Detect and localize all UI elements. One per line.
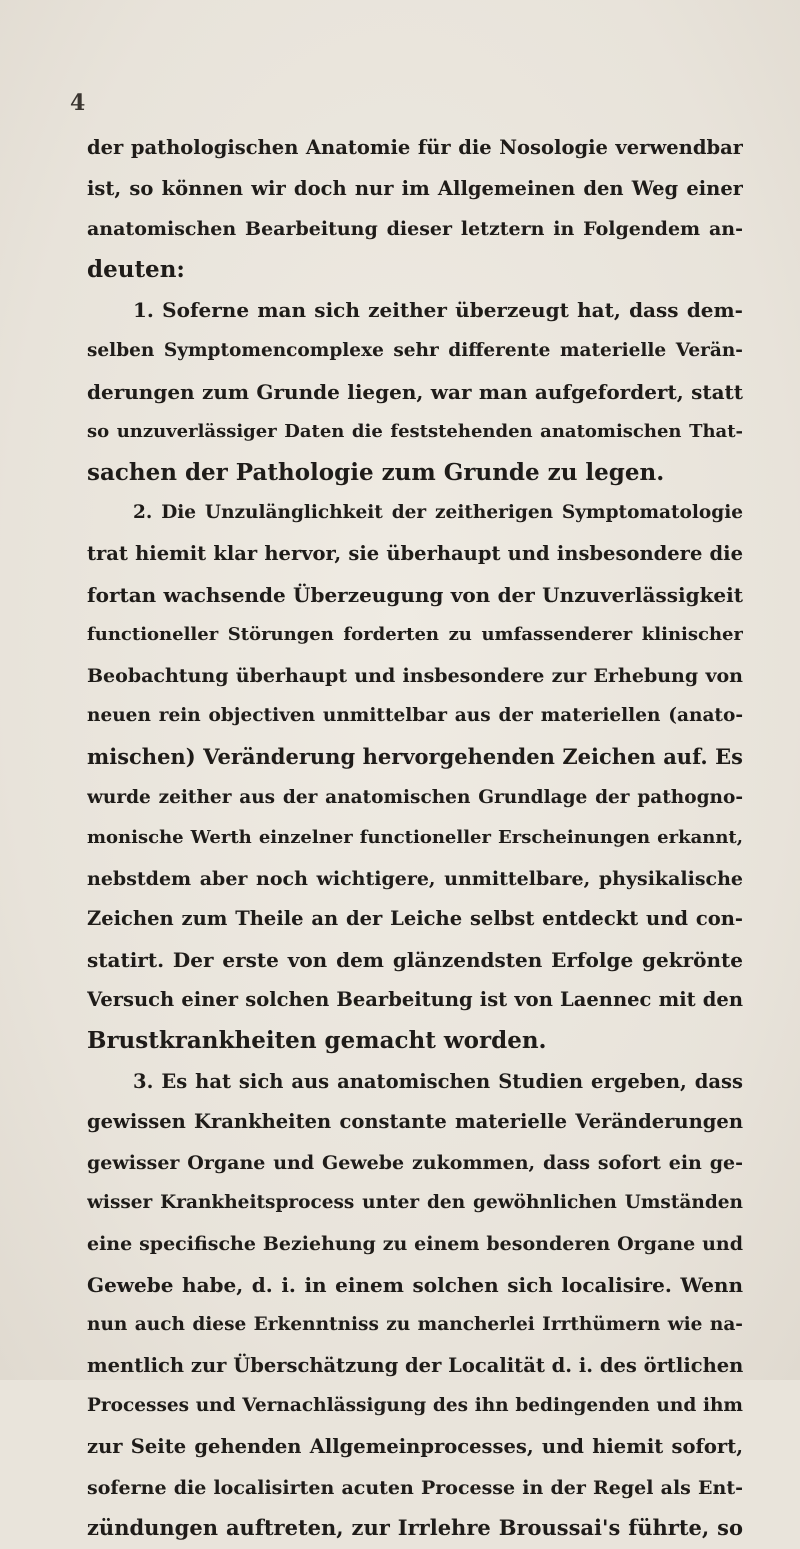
text-line: Zeichen zum Theile an der Leiche selbst entdeckt und con-: [87, 907, 743, 931]
text-line: so unzuverlässiger Daten die feststehenden anatomischen That-: [87, 421, 743, 443]
text-line: eine specifische Beziehung zu einem besonderen Organe und: [87, 1233, 743, 1256]
text-line: derungen zum Grunde liegen, war man aufgefordert, statt: [87, 379, 743, 404]
text-line: ist, so können wir doch nur im Allgemeinen den Weg einer: [87, 176, 743, 200]
text-line: zündungen auftreten, zur Irrlehre Broussai's führte, so: [87, 1515, 743, 1541]
text-line: selben Symptomencomplexe sehr differente materielle Verän-: [87, 339, 743, 361]
text-line: zur Seite gehenden Allgemeinprocesses, und hiemit sofort,: [87, 1435, 743, 1458]
body-text: [87, 128, 743, 1549]
text-line: Versuch einer solchen Bearbeitung ist von Laennec mit den: [87, 988, 743, 1012]
text-line: der pathologischen Anatomie für die Nosologie verwendbar: [87, 136, 743, 159]
text-line: nun auch diese Erkenntniss zu mancherlei Irrthümern wie na-: [87, 1314, 743, 1336]
text-line: soferne die localisirten acuten Processe in der Regel als Ent-: [87, 1476, 743, 1499]
text-line: wurde zeither aus der anatomischen Grundlage der pathogno-: [87, 786, 743, 808]
text-line: Beobachtung überhaupt und insbesondere zur Erhebung von: [87, 664, 743, 687]
text-line: functioneller Störungen forderten zu umfassenderer klinischer: [87, 624, 743, 646]
page-number: 4: [70, 90, 86, 116]
text-line: sachen der Pathologie zum Grunde zu legen.: [87, 458, 665, 486]
text-line: Brustkrankheiten gemacht worden.: [87, 1027, 547, 1055]
text-line: anatomischen Bearbeitung dieser letztern in Folgendem an-: [87, 218, 743, 241]
text-line: fortan wachsende Überzeugung von der Unzuverlässigkeit: [87, 582, 743, 607]
text-line: monische Werth einzelner functioneller Erscheinungen erkannt,: [87, 827, 743, 849]
text-line: statirt. Der erste von dem glänzendsten Erfolge gekrönte: [87, 947, 743, 972]
text-line: gewisser Organe und Gewebe zukommen, dass sofort ein ge-: [87, 1151, 743, 1174]
text-line: 3. Es hat sich aus anatomischen Studien ergeben, dass: [133, 1069, 743, 1093]
text-line: Gewebe habe, d. i. in einem solchen sich localisire. Wenn: [87, 1272, 743, 1297]
text-line: Processes und Vernachlässigung des ihn bedingenden und ihm: [87, 1395, 743, 1417]
text-line: mentlich zur Überschätzung der Localität d. i. des örtlichen: [87, 1353, 743, 1377]
text-line: wisser Krankheitsprocess unter den gewöhnlichen Umständen: [87, 1192, 743, 1214]
text-line: deuten:: [87, 255, 185, 283]
text-line: 1. Soferne man sich zeither überzeugt hat, dass dem-: [133, 298, 743, 323]
text-line: nebstdem aber noch wichtigere, unmittelbare, physikalische: [87, 867, 743, 890]
text-line: neuen rein objectiven unmittelbar aus der materiellen (anato-: [87, 705, 743, 727]
text-line: gewissen Krankheiten constante materielle Veränderungen: [87, 1110, 743, 1134]
text-line: 2. Die Unzulänglichkeit der zeitherigen Symptomatologie: [133, 502, 743, 524]
text-line: mischen) Veränderung hervorgehenden Zeichen auf. Es: [87, 743, 743, 769]
text-line: trat hiemit klar hervor, sie überhaupt und insbesondere die: [87, 541, 743, 565]
